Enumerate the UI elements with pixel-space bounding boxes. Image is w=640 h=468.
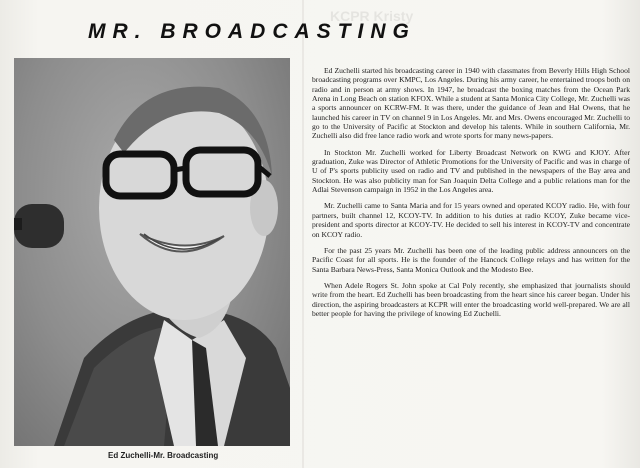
page-fold (302, 0, 304, 468)
bleed-through-text: KCPR Kristy (330, 8, 414, 24)
portrait-photo-icon (14, 58, 290, 446)
article-paragraph: For the past 25 years Mr. Zuchelli has been one of the leading public address announcers on the Pacific Coast for all sports. He is the founder of the Hancock College relays and has written for the Santa Barbara News-Press, Santa Monica Outlook and the Modesto Bee. (312, 245, 630, 274)
article-body (312, 66, 630, 466)
article-paragraph: Ed Zuchelli started his broadcasting career in 1940 with classmates from Beverly Hills High School broadcasting programs over KMPC, Los Angeles. During his army career, he entertained troops both on radio and in person at army shows. In 1947, he broadcast the boxing matches from the Ocean Park Arena in Long Beach on station KFOX. While a student at Santa Monica City College, Mr. Zuchelli was a sports announcer on KCRW-FM. It was there, under the guidance of Jean and Hal Owens, that he launched his career in TV on channel 9 in Los Angeles. Mr. and Mrs. Owens encouraged Mr. Zuchelli to go to the University of Pacific at Stockton and develop his talents. While in southern California, Mr. Zuchelli also did free lance radio work and wrote sports for many news-papers. (312, 66, 630, 141)
page-title: MR. BROADCASTING (88, 20, 416, 43)
photo-caption: Ed Zuchelli-Mr. Broadcasting (108, 451, 219, 460)
article-paragraph: When Adele Rogers St. John spoke at Cal Poly recently, she emphasized that journalists should write from the heart. Ed Zuchelli has been broadcasting from the heart since his career began. Under his direction, the aspiring broadcasters at KCPR will enter the broadcasting world well-prepared. We are all better people for having the privilege of knowing Ed Zuchelli. (312, 280, 630, 318)
article-paragraph: In Stockton Mr. Zuchelli worked for Liberty Broadcast Network on KWG and KJOY. After graduation, Zuke was Director of Athletic Promotions for the University of Pacific and was in charge of U of P's sports publicity used on radio and TV and published in the newspapers of the Bay area and Stockton. He was also publicity man for San Joaquin Delta College and a public relations man for the Adlai Stevenson campaign in 1952 in the Los Angeles area. (312, 147, 630, 195)
article-paragraph: Mr. Zuchelli came to Santa Maria and for 15 years owned and operated KCOY radio. He, with four partners, built channel 12, KCOY-TV. In addition to his duties at radio KCOY, Zuke became vice-president and sports director at KCOY-TV. He decided to sell his interest in KCOY-TV and concentrate on KCOY radio. (312, 201, 630, 239)
